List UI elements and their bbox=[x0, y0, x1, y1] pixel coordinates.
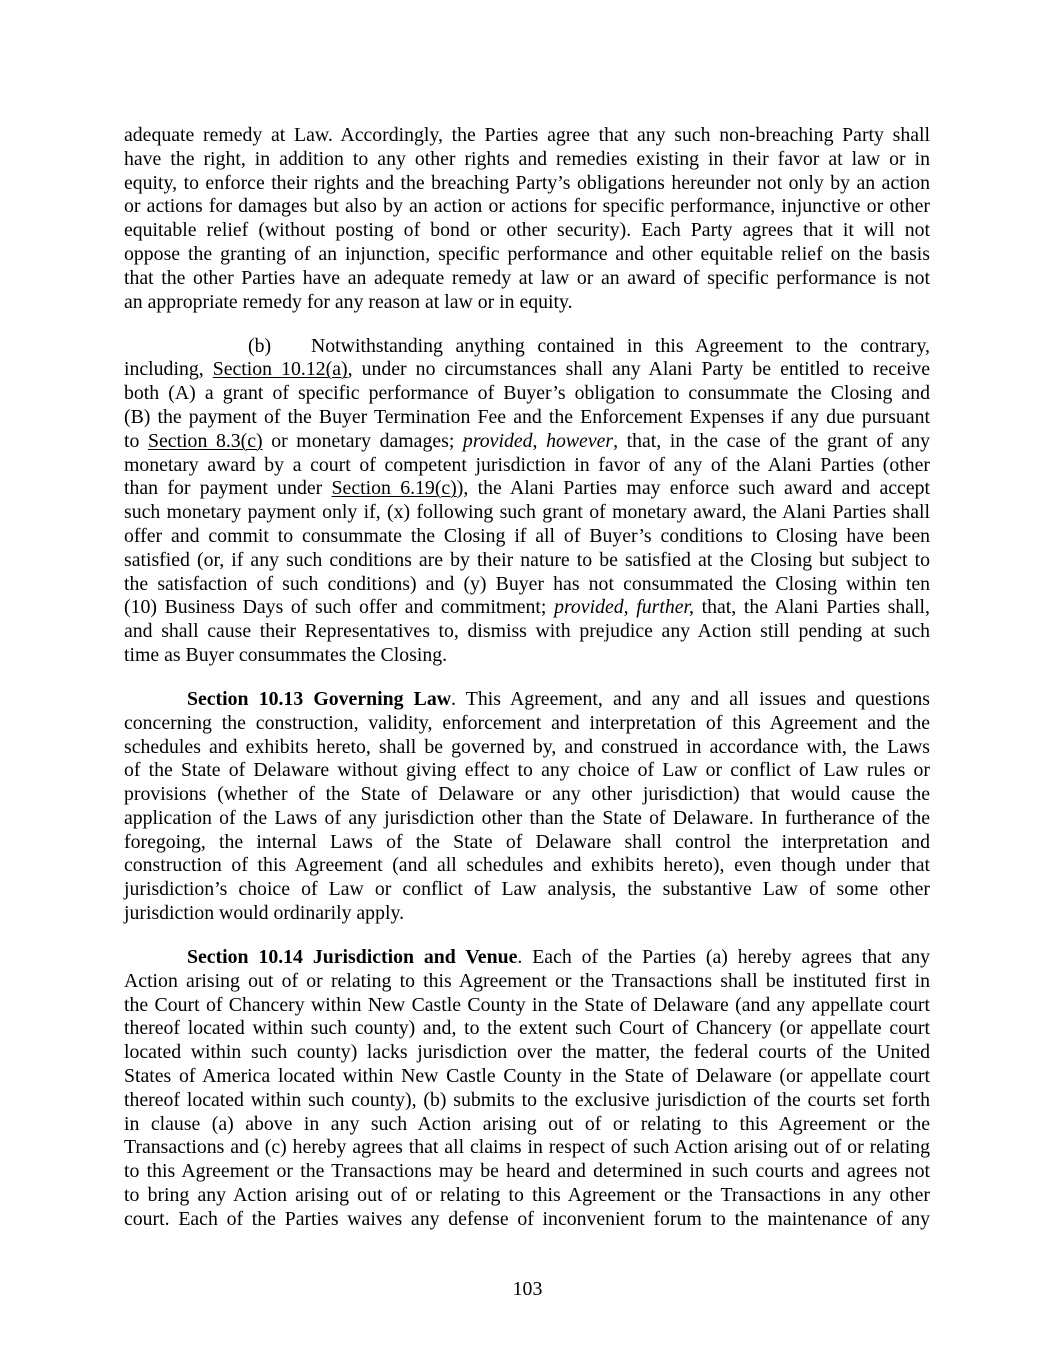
text-run: . Each of the Parties (a) hereby agrees that any bbox=[517, 946, 930, 969]
text-run: thereof located within such county), (b) submits to the exclusive jurisdiction of the courts set forth bbox=[124, 1088, 930, 1111]
text-line bbox=[124, 148, 930, 172]
section-heading: Section 10.13 Governing Law bbox=[187, 687, 452, 710]
text-line bbox=[124, 291, 930, 315]
text-line bbox=[124, 994, 930, 1018]
text-line bbox=[124, 219, 930, 243]
text-run: , under no circumstances shall any Alani Party be entitled to receive bbox=[347, 358, 930, 381]
text-run: to this Agreement or the Transactions may be heard and determined in such courts and agrees not bbox=[124, 1160, 930, 1183]
page-body bbox=[124, 124, 930, 1252]
text-run: States of America located within New Castle County in the State of Delaware (or appellate court bbox=[124, 1065, 930, 1088]
text-line bbox=[124, 1160, 930, 1184]
text-run: jurisdiction’s choice of Law or conflict of Law analysis, the substantive Law of some other bbox=[124, 878, 930, 901]
text-line bbox=[124, 243, 930, 267]
text-line bbox=[124, 712, 930, 736]
page-number: 103 bbox=[512, 1278, 543, 1300]
text-line bbox=[124, 501, 930, 525]
text-line bbox=[124, 124, 930, 148]
text-run: Notwithstanding anything contained in this Agreement to the contrary, bbox=[311, 334, 930, 357]
text-run: adequate remedy at Law. Accordingly, the Parties agree that any such non-breaching Party shall bbox=[124, 124, 930, 146]
text-line bbox=[124, 878, 930, 902]
section-reference: Section 6.19(c) bbox=[331, 477, 457, 500]
text-line bbox=[124, 382, 930, 406]
text-line bbox=[124, 807, 930, 831]
text-line bbox=[124, 573, 930, 597]
text-line bbox=[124, 946, 930, 970]
text-run: monetary award by a court of competent jurisdiction in favor of any of the Alani Parties (other bbox=[124, 453, 930, 476]
text-line bbox=[124, 1041, 930, 1065]
text-line bbox=[124, 1065, 930, 1089]
text-line bbox=[124, 477, 930, 501]
text-run: thereof located within such county) and, to the extent such Court of Chancery (or appellate court bbox=[124, 1017, 930, 1040]
text-run: Transactions and (c) hereby agrees that all claims in respect of such Action arising out of or relating bbox=[124, 1136, 930, 1159]
text-line bbox=[124, 902, 930, 926]
text-line bbox=[124, 335, 930, 359]
text-line bbox=[124, 1017, 930, 1041]
text-run: equity, to enforce their rights and the breaching Party’s obligations hereunder not only by an action bbox=[124, 171, 930, 194]
text-line bbox=[124, 970, 930, 994]
text-run: than for payment under bbox=[124, 477, 332, 500]
text-run: that the other Parties have an adequate remedy at law or an award of specific performance is not bbox=[124, 266, 930, 289]
section-10-13-governing-law bbox=[124, 688, 930, 926]
text-run: both (A) a grant of specific performance of Buyer’s obligation to consummate the Closing and bbox=[124, 382, 930, 405]
text-line bbox=[124, 172, 930, 196]
text-run: foregoing, the internal Laws of the State of Delaware shall control the interpretation and bbox=[124, 830, 930, 853]
text-run: concerning the construction, validity, enforcement and interpretation of this Agreement and the bbox=[124, 711, 930, 734]
text-line bbox=[124, 525, 930, 549]
text-run: or actions for damages but also by an action or actions for specific performance, injunctive or other bbox=[124, 195, 930, 218]
text-run: , that, in the case of the grant of any bbox=[613, 429, 930, 452]
text-run: (10) Business Days of such offer and commitment; bbox=[124, 596, 555, 619]
text-run: of the State of Delaware without giving effect to any choice of Law or conflict of Law rules or bbox=[124, 759, 930, 782]
text-line bbox=[124, 1113, 930, 1137]
text-run: time as Buyer consummates the Closing. bbox=[124, 643, 448, 666]
text-run: the satisfaction of such conditions) and (y) Buyer has not consummated the Closing within ten bbox=[124, 572, 930, 595]
text-line bbox=[124, 1089, 930, 1113]
emphasized-text: provided bbox=[462, 429, 533, 452]
text-run: located within such county) lacks jurisdiction over the matter, the federal courts of the United bbox=[124, 1041, 930, 1064]
text-line bbox=[124, 195, 930, 219]
text-run: court. Each of the Parties waives any defense of inconvenient forum to the maintenance of any bbox=[124, 1207, 930, 1230]
text-line bbox=[124, 688, 930, 712]
text-line bbox=[124, 430, 930, 454]
text-run: . This Agreement, and any and all issues and questions bbox=[451, 687, 930, 710]
section-heading: Section 10.14 Jurisdiction and Venue bbox=[187, 946, 518, 969]
text-run: the Court of Chancery within New Castle County in the State of Delaware (and any appellate court bbox=[124, 993, 930, 1016]
text-run: construction of this Agreement (and all schedules and exhibits hereto), even though under that bbox=[124, 854, 930, 877]
text-run: have the right, in addition to any other rights and remedies existing in their favor at law or in bbox=[124, 147, 930, 170]
text-run: satisfied (or, if any such conditions are by their nature to be satisfied at the Closing but subject to bbox=[124, 548, 930, 571]
text-run: and shall cause their Representatives to, dismiss with prejudice any Action still pending at such bbox=[124, 620, 930, 643]
subsection-label: (b) bbox=[248, 334, 272, 357]
section-reference: Section 8.3(c) bbox=[148, 429, 263, 452]
text-line bbox=[124, 1184, 930, 1208]
text-run: ), the Alani Parties may enforce such award and accept bbox=[456, 477, 931, 500]
section-10-14-jurisdiction-and-venue bbox=[124, 946, 930, 1232]
text-run: or monetary damages; bbox=[262, 429, 463, 452]
paragraph-specific-performance-continuation bbox=[124, 124, 930, 314]
text-run: (B) the payment of the Buyer Termination Fee and the Enforcement Expenses if any due pursuant bbox=[124, 405, 930, 428]
emphasized-text: however bbox=[546, 429, 614, 452]
text-line bbox=[124, 831, 930, 855]
text-run: oppose the granting of an injunction, specific performance and other equitable relief on the basis bbox=[124, 242, 930, 265]
paragraph-subsection-b bbox=[124, 335, 930, 668]
text-line bbox=[124, 736, 930, 760]
text-line bbox=[124, 454, 930, 478]
text-line bbox=[124, 854, 930, 878]
emphasized-text: provided, further, bbox=[554, 596, 694, 619]
text-run: Action arising out of or relating to this Agreement or the Transactions shall be instituted first in bbox=[124, 969, 930, 992]
text-run: schedules and exhibits hereto, shall be governed by, and construed in accordance with, the Laws bbox=[124, 735, 930, 758]
text-run: offer and commit to consummate the Closing if all of Buyer’s conditions to Closing have been bbox=[124, 524, 930, 547]
text-line bbox=[124, 783, 930, 807]
text-line bbox=[124, 644, 930, 668]
section-reference: Section 10.12(a) bbox=[212, 358, 348, 381]
text-line bbox=[124, 596, 930, 620]
text-run: including, bbox=[124, 358, 213, 381]
text-run: in clause (a) above in any such Action arising out of or relating to this Agreement or the bbox=[124, 1112, 930, 1135]
text-run: equitable relief (without posting of bond or other security). Each Party agrees that it will not bbox=[124, 219, 930, 242]
text-line bbox=[124, 1208, 930, 1232]
text-run: , bbox=[532, 429, 547, 452]
text-line bbox=[124, 358, 930, 382]
text-run: to bbox=[124, 429, 148, 452]
text-line bbox=[124, 549, 930, 573]
text-run: an appropriate remedy for any reason at law or in equity. bbox=[124, 290, 573, 313]
text-run: application of the Laws of any jurisdiction other than the State of Delaware. In furtherance of the bbox=[124, 806, 930, 829]
text-line bbox=[124, 620, 930, 644]
text-run: provisions (whether of the State of Delaware or any other jurisdiction) that would cause the bbox=[124, 783, 930, 806]
text-run: that, the Alani Parties shall, bbox=[693, 596, 931, 619]
text-run: jurisdiction would ordinarily apply. bbox=[124, 902, 405, 925]
text-line bbox=[124, 759, 930, 783]
text-line bbox=[124, 267, 930, 291]
text-run: such monetary payment only if, (x) following such grant of monetary award, the Alani Parties shall bbox=[124, 501, 930, 524]
text-line bbox=[124, 406, 930, 430]
text-run: to bring any Action arising out of or relating to this Agreement or the Transactions in any other bbox=[124, 1184, 930, 1207]
text-line bbox=[124, 1136, 930, 1160]
